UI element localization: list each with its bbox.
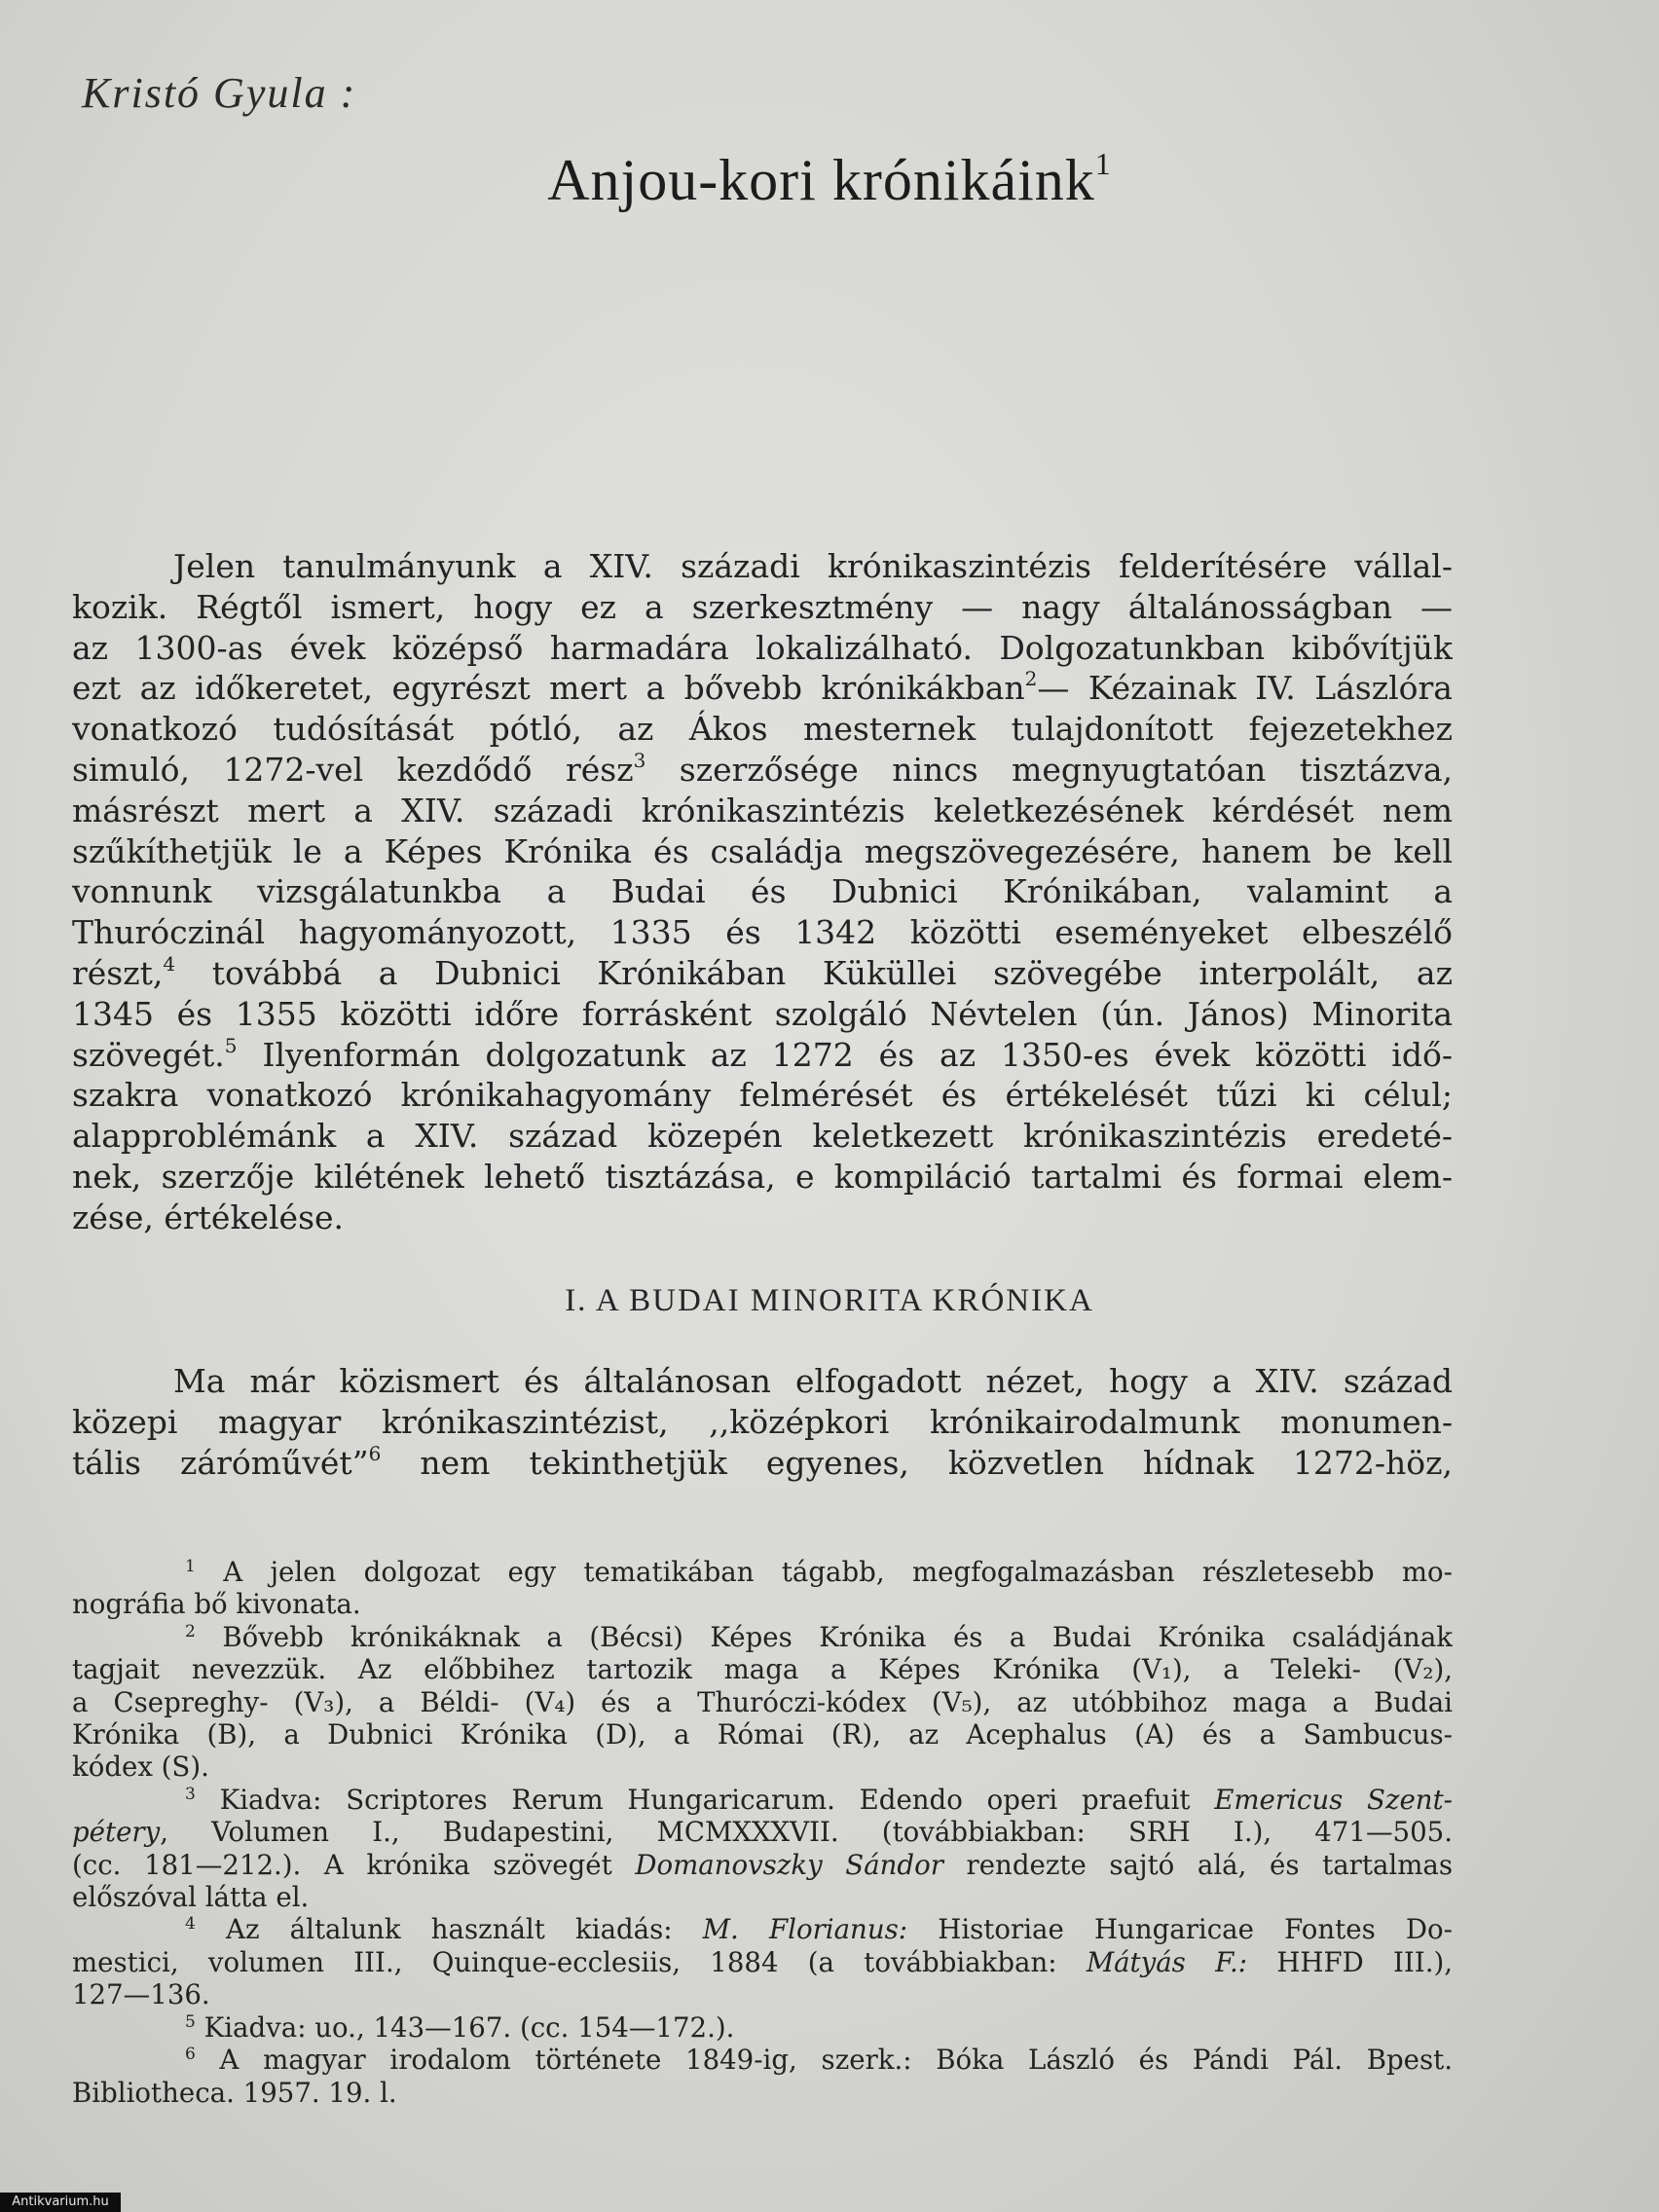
text-line: szövegét.$^5$ Ilyenformán dolgozatunk az 1272 és az 1350-es évek közötti idő- <box>72 1034 1453 1074</box>
text-line: szakra vonatkozó krónikahagyomány felmérését és értékelését tűzi ki célul; <box>72 1076 1453 1115</box>
text-line: részt,$^4$ továbbá a Dubnici Krónikában Küküllei szövegébe interpolált, az <box>72 952 1453 992</box>
text-line: ezt az időkeretet, egyrészt mert a bővebb krónikákban$^2$— Kézainak IV. Lászlóra <box>72 668 1453 708</box>
footnote-ref: 2 <box>1024 668 1038 691</box>
footnote-line: (cc. 181—212.). A krónika szövegét Domanovszky Sándor rendezte sajtó alá, és tartalmas <box>72 1848 1453 1881</box>
text-line: Thuróczinál hagyományozott, 1335 és 1342 közötti eseményeket elbeszélő <box>72 913 1453 952</box>
footnote-1: $^1$ A jelen dolgozat egy tematikában tágabb, megfogalmazásban részletesebb mo- <box>185 1556 1453 1588</box>
footnote-line: pétery, Volumen I., Budapestini, MCMXXXVII. (továbbiakban: SRH I.), 471—505. <box>72 1816 1453 1849</box>
footnote-line: tagjait nevezzük. Az előbbihez tartozik maga a Képes Krónika (V₁), a Teleki- (V₂), <box>72 1653 1453 1686</box>
footnote-line: nográfia bő kivonata. <box>72 1588 361 1621</box>
text-line: zése, értékelése. <box>72 1198 345 1236</box>
footnote-3: $^3$ Kiadva: Scriptores Rerum Hungaricarum. Edendo operi praefuit Emericus Szent- <box>185 1783 1453 1816</box>
footnote-line: 127—136. <box>72 1978 210 2011</box>
intro-paragraph <box>72 546 1453 1238</box>
footnote-ref: 6 <box>368 1443 382 1465</box>
text-line: nek, szerzője kilétének lehető tisztázása, e kompiláció tartalmi és formai elem- <box>72 1157 1453 1196</box>
section-heading: I. A BUDAI MINORITA KRÓNIKA <box>565 1283 1094 1318</box>
footnote-ref: 4 <box>163 952 176 976</box>
text-line: kozik. Régtől ismert, hogy ez a szerkesztmény — nagy általánosságban — <box>72 587 1453 626</box>
text-line: közepi magyar krónikaszintézist, ,,középkori krónikairodalmunk monumen- <box>72 1403 1453 1441</box>
section-paragraph <box>72 1361 1453 1484</box>
text-line: másrészt mert a XIV. századi krónikaszintézis keletkezésének kérdését nem <box>72 791 1453 830</box>
text-line: vonnunk vizsgálatunkba a Budai és Dubnici Krónikában, valamint a <box>72 872 1453 911</box>
author-name: Kristó Gyula : <box>82 69 357 117</box>
footnote-5: $^5$ Kiadva: uo., 143—167. (cc. 154—172.). <box>185 2010 735 2044</box>
title-text: Anjou-kori krónikáink <box>547 148 1095 212</box>
footnote-ref: 5 <box>224 1034 238 1057</box>
footnote-line: Bibliotheca. 1957. 19. l. <box>72 2076 397 2109</box>
footnotes <box>72 1556 1453 2109</box>
text-line: simuló, 1272-vel kezdődő rész$^3$ szerzősége nincs megnyugtatóan tisztázva, <box>72 749 1453 789</box>
text-line: alapproblémánk a XIV. század közepén keletkezett krónikaszintézis eredeté- <box>72 1117 1453 1156</box>
watermark: Antikvarium.hu <box>0 2193 121 2212</box>
footnote-4: $^4$ Az általunk használt kiadás: M. Florianus: Historiae Hungaricae Fontes Do- <box>185 1913 1453 1946</box>
footnote-line: előszóval látta el. <box>72 1881 310 1914</box>
text-line: az 1300-as évek középső harmadára lokalizálható. Dolgozatunkban kibővítjük <box>72 628 1453 667</box>
text-line: Jelen tanulmányunk a XIV. századi krónikaszintézis felderítésére vállal- <box>173 547 1453 585</box>
footnote-line: Krónika (B), a Dubnici Krónika (D), a Római (R), az Acephalus (A) és a Sambucus- <box>72 1718 1453 1751</box>
footnote-line: mestici, volumen III., Quinque-ecclesiis, 1884 (a továbbiakban: Mátyás F.: HHFD III.), <box>72 1945 1453 1978</box>
footnote-line: kódex (S). <box>72 1751 209 1784</box>
text-line: Ma már közismert és általánosan elfogadott nézet, hogy a XIV. század <box>173 1362 1453 1400</box>
footnote-2: $^2$ Bővebb krónikáknak a (Bécsi) Képes Krónika és a Budai Krónika családjának <box>185 1620 1453 1653</box>
text-line: szűkíthetjük le a Képes Krónika és családja megszövegezésére, hanem be kell <box>72 831 1453 870</box>
text-line: vonatkozó tudósítását pótló, az Ákos mesternek tulajdonított fejezetekhez <box>72 710 1453 749</box>
footnote-6: $^6$ A magyar irodalom története 1849-ig, szerk.: Bóka László és Pándi Pál. Bpest. <box>185 2044 1453 2077</box>
article-title <box>0 146 1659 214</box>
text-line: 1345 és 1355 közötti időre forrásként szolgáló Névtelen (ún. János) Minorita <box>72 994 1453 1033</box>
footnote-line: a Csepreghy- (V₃), a Béldi- (V₄) és a Thuróczi-kódex (V₅), az utóbbihoz maga a Budai <box>72 1685 1453 1718</box>
text-line: tális záróművét”$^6$ nem tekinthetjük egyenes, közvetlen hídnak 1272-höz, <box>72 1443 1453 1482</box>
title-footnote-ref: 1 <box>1094 146 1112 181</box>
footnote-ref: 3 <box>633 749 646 772</box>
